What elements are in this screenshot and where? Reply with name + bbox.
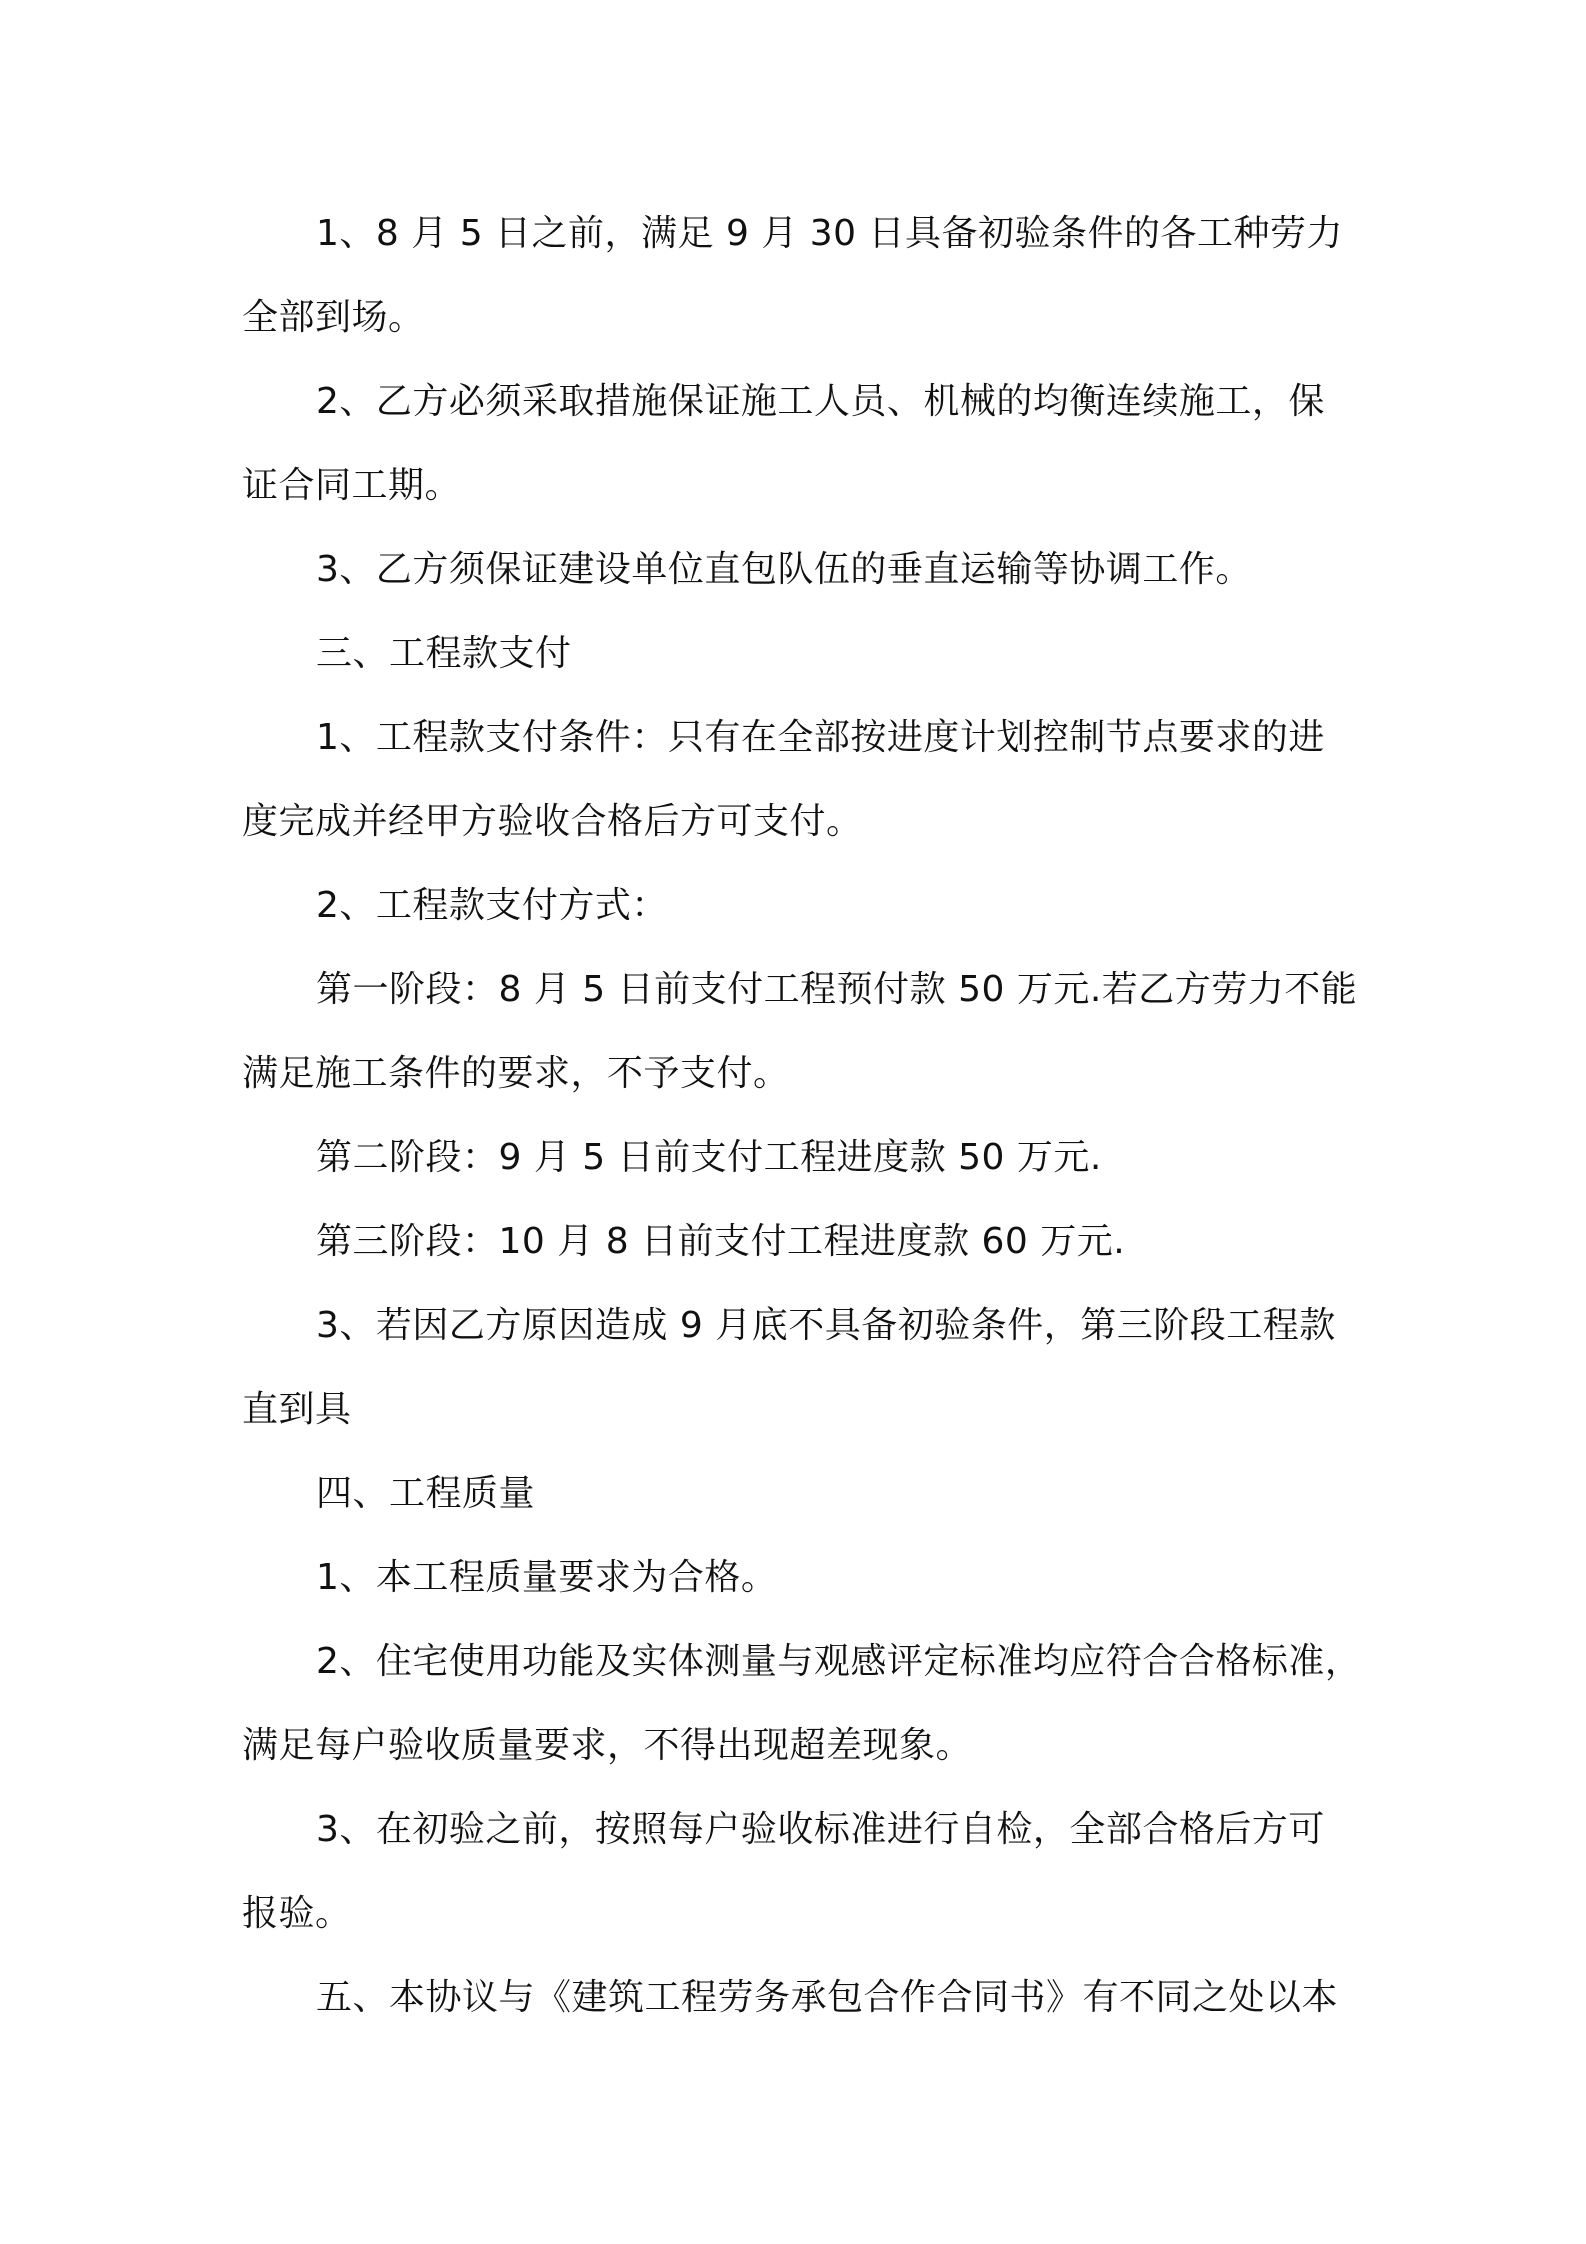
text-line: 2、住宅使用功能及实体测量与观感评定标准均应符合合格标准， [316, 1641, 1362, 1682]
text-line: 1、8 月 5 日之前，满足 9 月 30 日具备初验条件的各工种劳力 [316, 213, 1344, 254]
text-line: 3、乙方须保证建设单位直包队伍的垂直运输等协调工作。 [316, 549, 1252, 590]
section-heading-quality [242, 1452, 1360, 1536]
paragraph-stage-two [242, 1116, 1360, 1200]
paragraph-stage-one [242, 948, 1360, 1116]
text-line: 满足每户验收质量要求，不得出现超差现象。 [242, 1725, 973, 1766]
paragraph-labor-arrival [242, 192, 1360, 360]
paragraph-payment-conditions [242, 696, 1360, 864]
paragraph-quality-requirement [242, 1536, 1360, 1620]
text-line: 3、若因乙方原因造成 9 月底不具备初验条件，第三阶段工程款 [316, 1305, 1336, 1346]
text-line: 报验。 [242, 1893, 352, 1934]
paragraph-vertical-transport [242, 528, 1360, 612]
text-line: 证合同工期。 [242, 465, 462, 506]
text-line: 1、本工程质量要求为合格。 [316, 1557, 778, 1598]
text-line: 全部到场。 [242, 297, 425, 338]
paragraph-acceptance-delay [242, 1284, 1360, 1452]
text-line: 直到具 [242, 1389, 352, 1430]
section-heading: 五、本协议与《建筑工程劳务承包合作合同书》有不同之处以本 [316, 1977, 1339, 2018]
document-body [242, 192, 1360, 2040]
section-heading: 四、工程质量 [316, 1473, 536, 1514]
text-line: 第一阶段：8 月 5 日前支付工程预付款 50 万元.若乙方劳力不能 [316, 969, 1358, 1010]
paragraph-continuous-construction [242, 360, 1360, 528]
section-heading-payment [242, 612, 1360, 696]
text-line: 第二阶段：9 月 5 日前支付工程进度款 50 万元. [316, 1137, 1102, 1178]
text-line: 满足施工条件的要求，不予支付。 [242, 1053, 790, 1094]
section-heading-agreement [242, 1956, 1360, 2040]
text-line: 2、工程款支付方式： [316, 885, 668, 926]
paragraph-stage-three [242, 1200, 1360, 1284]
text-line: 2、乙方必须采取措施保证施工人员、机械的均衡连续施工，保 [316, 381, 1325, 422]
section-heading: 三、工程款支付 [316, 633, 572, 674]
text-line: 度完成并经甲方验收合格后方可支付。 [242, 801, 863, 842]
text-line: 3、在初验之前，按照每户验收标准进行自检，全部合格后方可 [316, 1809, 1325, 1850]
text-line: 1、工程款支付条件：只有在全部按进度计划控制节点要求的进 [316, 717, 1325, 758]
text-line: 第三阶段：10 月 8 日前支付工程进度款 60 万元. [316, 1221, 1126, 1262]
paragraph-payment-method [242, 864, 1360, 948]
paragraph-self-inspection [242, 1788, 1360, 1956]
paragraph-quality-standards [242, 1620, 1360, 1788]
